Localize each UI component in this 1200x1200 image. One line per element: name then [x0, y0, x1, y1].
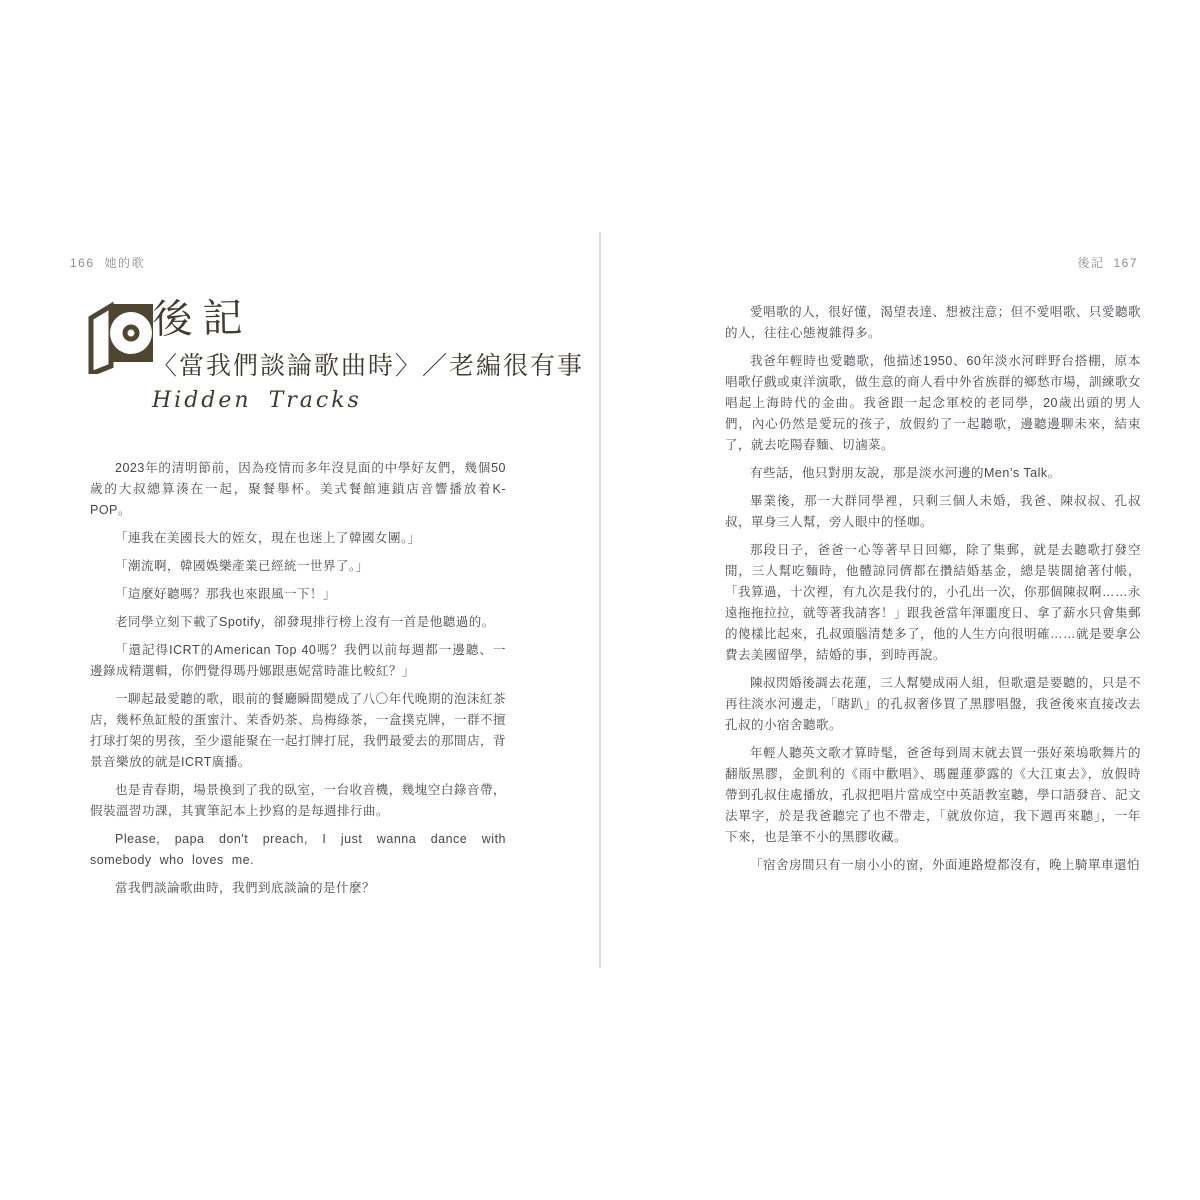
- paragraph: 「宿舍房間只有一扇小小的窗，外面連路燈都沒有，晚上騎單車還怕: [750, 858, 1141, 872]
- page-divider: [599, 232, 601, 968]
- chapter-subtitle: 〈當我們談論歌曲時〉／老編很有事: [152, 352, 585, 380]
- paragraph: Please, papa don't preach, I just wanna dance with somebody who loves me.: [90, 832, 506, 867]
- paragraph: 愛唱歌的人，很好懂，渴望表達、想被注意；但不愛唱歌、只愛聽歌的人，往往心態複雜得多。: [725, 305, 1141, 340]
- cd-case-icon: [88, 300, 154, 374]
- paragraph: 當我們談論歌曲時，我們到底談論的是什麼？: [115, 881, 376, 895]
- paragraph: 「連我在美國長大的姪女，現在也迷上了韓國女團。」: [115, 531, 421, 545]
- left-running-head: [70, 254, 155, 271]
- paragraph: 2023年的清明節前，因為疫情而多年沒見面的中學好友們，幾個50歲的大叔總算湊在一起，聚餐舉杯。美式餐館連鎖店音響播放着K-POP。: [90, 461, 506, 517]
- paragraph: 也是青春期，場景換到了我的臥室，一台收音機，幾塊空白錄音帶，假裝溫習功課，其實筆記本上抄寫的是每週排行曲。: [90, 783, 506, 818]
- right-running-head: [1068, 254, 1138, 271]
- left-book-title: 她的歌: [104, 256, 146, 270]
- paragraph: 陳叔閃婚後調去花蓮，三人幫變成兩人組，但歌還是要聽的，只是不再往淡水河邊走，「瞎趴」的孔叔奢侈買了黑膠唱盤，我爸後來直接改去孔叔的小宿舍聽歌。: [725, 676, 1141, 732]
- paragraph: 有些話，他只對朋友說，那是淡水河邊的Men’s Talk。: [750, 466, 1061, 480]
- paragraph: 我爸年輕時也愛聽歌，他描述1950、60年淡水河畔野台搭棚，原本唱歌仔戲或東洋演歌，做生意的商人看中外省族群的鄉愁市場，訓練歌女唱起上海時代的金曲。我爸跟一起念軍校的老同學，20歲出頭的男人們，內心仍然是愛玩的孩子，放假約了一起聽歌，邊聽邊聊未來，結束了，就去吃陽春麵、切滷菜。: [725, 354, 1142, 452]
- right-section-title: 後記: [1077, 256, 1105, 270]
- left-page-number: 166: [70, 256, 95, 270]
- chapter-subtitle-english: Hidden Tracks: [152, 388, 362, 413]
- paragraph: 「這麼好聽嗎？那我也來跟風一下！」: [115, 587, 337, 601]
- paragraph: 那段日子，爸爸一心等著早日回鄉，除了集郵，就是去聽歌打發空閒，三人幫吃麵時，他體諒同儕都在攢結婚基金，總是裝闊搶著付帳，「我算過，十次裡，有九次是我付的，小孔出一次，你那個陳叔啊……永遠拖拖拉拉，就等著我請客！」跟我爸當年渾噩度日、拿了薪水只會集郵的傻樣比起來，孔叔頭腦清楚多了，他的人生方向很明確……就是要拿公費去美國留學，結婚的事，到時再說。: [725, 543, 1142, 662]
- paragraph: 「還記得ICRT的American Top 40嗎？我們以前每週都一邊聽、一邊錄成精選輯，你們覺得瑪丹娜跟惠妮當時誰比較紅？」: [90, 643, 506, 678]
- left-page-body: [90, 458, 506, 906]
- paragraph: 一聊起最愛聽的歌，眼前的餐廳瞬間變成了八〇年代晚期的泡沫紅茶店，幾杯魚缸般的蛋蜜汁、茉香奶茶、烏梅綠茶，一盒撲克牌，一群不擅打球打架的男孩，至少還能聚在一起打牌打屁，我們最愛去的那間店，背景音樂放的就是ICRT廣播。: [90, 692, 507, 769]
- paragraph: 畢業後，那一大群同學裡，只剩三個人未婚，我爸、陳叔叔、孔叔叔，單身三人幫，旁人眼中的怪咖。: [725, 494, 1141, 529]
- right-page-number: 167: [1113, 256, 1138, 270]
- chapter-titles: [152, 296, 585, 415]
- right-page-body: [725, 302, 1141, 883]
- paragraph: 老同學立刻下載了Spotify，卻發現排行榜上沒有一首是他聽過的。: [115, 615, 495, 629]
- chapter-title: 後記: [152, 296, 253, 342]
- paragraph: 「潮流啊，韓國娛樂產業已經統一世界了。」: [115, 559, 369, 573]
- paragraph: 年輕人聽英文歌才算時髦，爸爸每到周末就去買一張好萊塢歌舞片的翻版黑膠，金凱利的《雨中歡唱》、瑪麗蓮夢露的《大江東去》，放假時帶到孔叔住處播放，孔叔把唱片當成空中英語教室聽，學口語發音、記文法單字，於是我爸聽完了也不帶走，「就放你這，我下週再來聽」，一年下來，也是筆不小的黑膠收藏。: [725, 746, 1142, 844]
